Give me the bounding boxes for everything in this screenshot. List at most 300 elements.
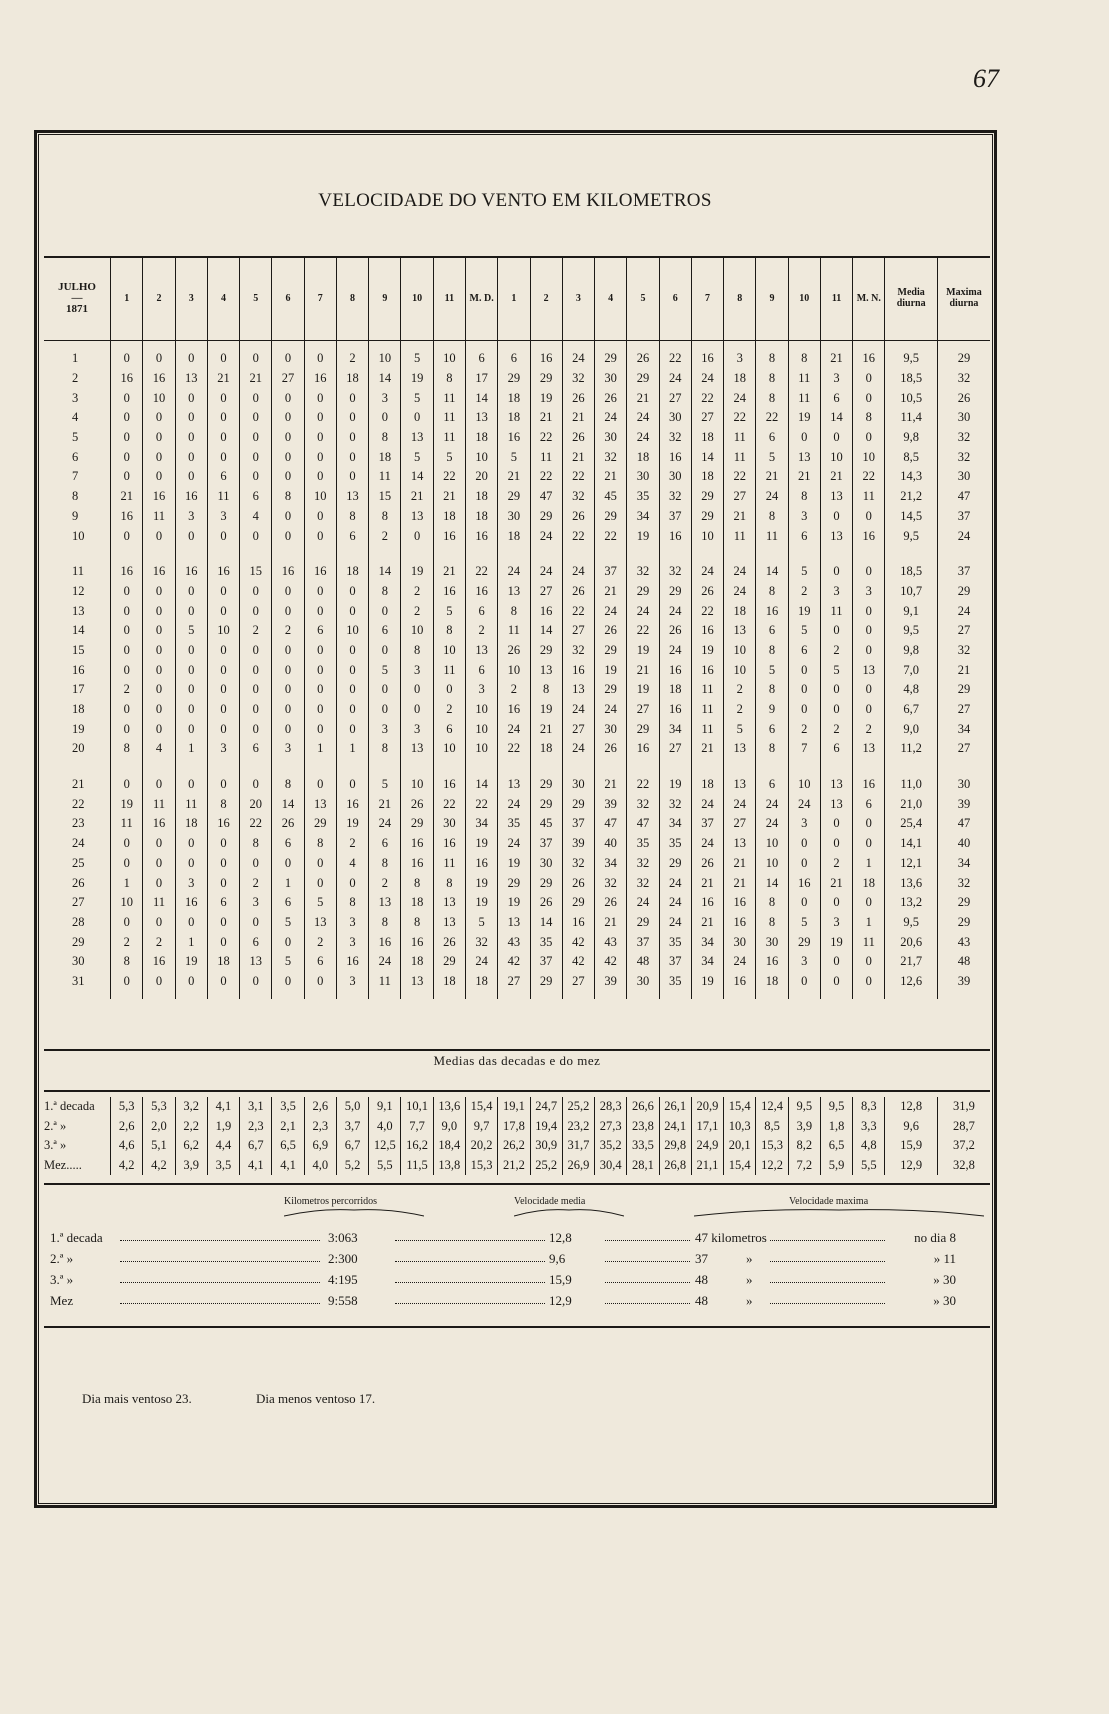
table-cell: 21 (111, 487, 143, 507)
decada-label: 3.ª » (44, 1138, 67, 1153)
table-cell: 24 (659, 893, 691, 913)
table-cell: 0 (401, 680, 433, 700)
table-cell: 0 (304, 526, 336, 546)
table-cell: 4 (336, 854, 368, 874)
table-cell: 21 (595, 775, 627, 795)
decada-cell: 12,9 (885, 1156, 937, 1176)
table-cell: 21 (433, 487, 465, 507)
table-cell: 5 (820, 660, 852, 680)
table-cell: 8 (111, 952, 143, 972)
table-cell: 1 (272, 873, 304, 893)
column-header: M. D. (465, 256, 497, 341)
table-cell: 8 (756, 349, 788, 369)
table-cell: 21 (595, 582, 627, 602)
table-cell: 24 (724, 582, 756, 602)
table-cell: 21 (627, 388, 659, 408)
table-cell: 35 (659, 972, 691, 992)
table-cell: 24 (595, 601, 627, 621)
table-cell: 24 (562, 562, 594, 582)
table-cell: 32 (659, 487, 691, 507)
table-cell: 0 (304, 582, 336, 602)
table-cell: 20,6 (885, 932, 937, 952)
table-cell: 0 (240, 349, 272, 369)
table-cell: 2 (369, 526, 401, 546)
table-cell: 21 (691, 873, 723, 893)
table-cell: 45 (530, 814, 562, 834)
table-cell: 27 (627, 700, 659, 720)
table-cell: 0 (143, 719, 175, 739)
table-cell: 0 (207, 388, 239, 408)
column-header: 2 (530, 256, 562, 341)
table-cell: 11 (724, 526, 756, 546)
table-cell: 22 (627, 621, 659, 641)
table-cell: 37 (659, 952, 691, 972)
table-cell: 16 (465, 582, 497, 602)
table-cell: 0 (143, 408, 175, 428)
table-cell: 0 (175, 719, 207, 739)
table-cell: 27 (272, 369, 304, 389)
table-cell: 19 (175, 952, 207, 972)
column-header: 10 (788, 256, 820, 341)
table-cell: 11 (530, 447, 562, 467)
table-cell: 34 (691, 952, 723, 972)
table-cell: 8 (272, 487, 304, 507)
table-row (44, 388, 990, 408)
table-cell: 11 (143, 893, 175, 913)
table-cell: 32 (627, 854, 659, 874)
decada-cell: 23,2 (562, 1117, 594, 1137)
table-cell: 14 (530, 621, 562, 641)
table-cell: 29 (659, 582, 691, 602)
day-label: 5 (72, 430, 79, 445)
table-cell: 0 (788, 893, 820, 913)
table-cell: 30 (937, 408, 990, 428)
column-header: 11 (820, 256, 852, 341)
table-cell: 0 (207, 972, 239, 992)
table-cell: 0 (111, 582, 143, 602)
table-cell: 11 (756, 526, 788, 546)
table-cell: 8 (756, 641, 788, 661)
table-cell: 0 (369, 601, 401, 621)
table-cell: 0 (272, 526, 304, 546)
table-cell: 18,5 (885, 369, 937, 389)
table-cell: 27 (498, 972, 530, 992)
table-cell: 11 (724, 428, 756, 448)
table-cell: 6 (756, 428, 788, 448)
table-cell: 29 (530, 972, 562, 992)
table-cell: 40 (595, 834, 627, 854)
table-cell: 16 (401, 834, 433, 854)
table-cell: 0 (272, 467, 304, 487)
table-cell: 0 (336, 467, 368, 487)
table-cell: 0 (207, 526, 239, 546)
table-cell: 16 (659, 447, 691, 467)
summary-max: 48 (695, 1272, 708, 1287)
decada-cell: 31,7 (562, 1136, 594, 1156)
decada-cell: 24,7 (530, 1097, 562, 1117)
table-cell: 10 (465, 719, 497, 739)
year-label: 1871 (66, 303, 89, 315)
table-cell: 24 (937, 526, 990, 546)
table-cell: 37 (937, 562, 990, 582)
table-cell: 5 (369, 660, 401, 680)
table-cell: 21 (530, 408, 562, 428)
table-cell: 32 (659, 428, 691, 448)
table-cell: 24 (627, 408, 659, 428)
table-cell: 27 (724, 487, 756, 507)
table-cell: 9,5 (885, 913, 937, 933)
table-cell: 10 (111, 893, 143, 913)
table-cell: 10 (207, 621, 239, 641)
table-cell: 16 (788, 873, 820, 893)
table-cell: 0 (820, 621, 852, 641)
dot-leader (605, 1230, 690, 1241)
table-cell: 30 (659, 467, 691, 487)
table-cell: 24 (627, 893, 659, 913)
table-cell: 5 (433, 601, 465, 621)
table-cell: 29 (595, 507, 627, 527)
table-cell: 0 (853, 621, 885, 641)
decada-cell: 12,2 (756, 1156, 788, 1176)
decada-cell: 4,1 (240, 1156, 272, 1176)
table-cell: 0 (853, 680, 885, 700)
table-cell: 37 (937, 507, 990, 527)
table-cell: 6 (369, 834, 401, 854)
table-cell: 24 (465, 952, 497, 972)
table-cell: 0 (272, 719, 304, 739)
table-cell: 16 (691, 349, 723, 369)
table-cell: 21 (207, 369, 239, 389)
summary-max-mark: » (746, 1251, 753, 1266)
table-cell: 21 (595, 467, 627, 487)
table-cell: 32 (659, 794, 691, 814)
table-cell: 29 (530, 794, 562, 814)
decada-cell: 23,8 (627, 1117, 659, 1137)
table-cell: 0 (853, 641, 885, 661)
table-cell: 15 (240, 562, 272, 582)
table-cell: 0 (240, 582, 272, 602)
table-cell: 2 (304, 932, 336, 952)
table-cell: 0 (240, 972, 272, 992)
media-brace (514, 1208, 624, 1218)
table-cell: 32 (562, 487, 594, 507)
table-cell: 19 (336, 814, 368, 834)
table-cell: 11 (853, 487, 885, 507)
table-cell: 0 (240, 680, 272, 700)
table-cell: 8 (369, 582, 401, 602)
table-cell: 6 (465, 660, 497, 680)
table-cell: 29 (627, 719, 659, 739)
table-cell: 0 (240, 913, 272, 933)
table-row (44, 428, 990, 448)
table-cell: 16 (530, 349, 562, 369)
table-cell: 14 (691, 447, 723, 467)
table-cell: 14 (756, 873, 788, 893)
decada-cell: 25,2 (530, 1156, 562, 1176)
table-cell: 0 (143, 428, 175, 448)
table-cell: 22 (562, 526, 594, 546)
decada-cell: 4,0 (304, 1156, 336, 1176)
table-cell: 16 (207, 814, 239, 834)
table-cell: 10,5 (885, 388, 937, 408)
decada-cell: 35,2 (595, 1136, 627, 1156)
decada-cell: 28,3 (595, 1097, 627, 1117)
table-cell: 16 (853, 526, 885, 546)
table-cell: 3 (401, 660, 433, 680)
table-cell: 0 (111, 775, 143, 795)
table-cell: 18 (369, 447, 401, 467)
table-cell: 16 (562, 913, 594, 933)
table-cell: 0 (336, 408, 368, 428)
table-cell: 43 (937, 932, 990, 952)
table-cell: 34 (627, 507, 659, 527)
table-cell: 0 (272, 972, 304, 992)
day-label: 6 (72, 449, 79, 464)
table-row (44, 794, 990, 814)
table-cell: 3 (401, 719, 433, 739)
table-cell: 0 (143, 467, 175, 487)
column-header: 6 (272, 256, 304, 341)
table-row (44, 582, 990, 602)
table-cell: 16 (724, 913, 756, 933)
decada-cell: 12,4 (756, 1097, 788, 1117)
table-cell: 26 (562, 582, 594, 602)
table-cell: 11 (433, 428, 465, 448)
table-cell: 3 (272, 739, 304, 759)
decada-cell: 8,3 (853, 1097, 885, 1117)
dot-leader (770, 1272, 885, 1283)
table-cell: 10 (788, 775, 820, 795)
table-cell: 0 (336, 428, 368, 448)
table-cell: 16 (401, 854, 433, 874)
table-cell: 12,6 (885, 972, 937, 992)
table-cell: 3 (369, 719, 401, 739)
table-cell: 14 (756, 562, 788, 582)
table-cell: 0 (336, 582, 368, 602)
table-cell: 21 (756, 467, 788, 487)
table-cell: 11 (369, 972, 401, 992)
table-cell: 16 (433, 775, 465, 795)
table-cell: 8 (401, 913, 433, 933)
table-cell: 14 (530, 913, 562, 933)
decada-cell: 18,4 (433, 1136, 465, 1156)
day-label: 19 (72, 721, 85, 736)
table-cell: 24 (627, 601, 659, 621)
table-cell: 7 (788, 739, 820, 759)
decada-cell: 16,2 (401, 1136, 433, 1156)
summary-row (50, 1272, 956, 1293)
table-cell: 42 (562, 952, 594, 972)
summary-dia: » 11 (933, 1251, 956, 1266)
table-cell: 3 (369, 388, 401, 408)
table-cell: 0 (240, 719, 272, 739)
table-cell: 24 (498, 562, 530, 582)
column-header: 4 (207, 256, 239, 341)
table-row (44, 893, 990, 913)
table-cell: 8 (756, 893, 788, 913)
table-cell: 24 (659, 641, 691, 661)
day-label: 31 (72, 973, 85, 988)
decada-cell: 5,5 (369, 1156, 401, 1176)
table-cell: 14 (369, 369, 401, 389)
table-cell: 16 (175, 562, 207, 582)
day-label: 15 (72, 642, 85, 657)
table-cell: 18 (465, 972, 497, 992)
table-cell: 2 (724, 680, 756, 700)
table-cell: 22 (724, 467, 756, 487)
table-cell: 26 (562, 428, 594, 448)
decada-cell: 4,4 (207, 1136, 239, 1156)
table-cell: 0 (111, 601, 143, 621)
day-label: 30 (72, 954, 85, 969)
table-cell: 10 (465, 739, 497, 759)
table-cell: 27 (724, 814, 756, 834)
table-cell: 6 (820, 388, 852, 408)
table-cell: 29 (498, 873, 530, 893)
decada-cell: 30,4 (595, 1156, 627, 1176)
table-cell: 21 (562, 408, 594, 428)
table-cell: 13 (433, 893, 465, 913)
table-cell: 21 (240, 369, 272, 389)
table-cell: 19 (530, 388, 562, 408)
table-cell: 2 (820, 641, 852, 661)
table-cell: 26 (595, 739, 627, 759)
table-cell: 0 (240, 388, 272, 408)
table-cell: 6 (304, 621, 336, 641)
table-cell: 19 (465, 873, 497, 893)
table-cell: 3 (820, 369, 852, 389)
table-cell: 16 (111, 507, 143, 527)
column-header: 11 (433, 256, 465, 341)
table-cell: 13 (498, 582, 530, 602)
table-cell: 0 (207, 700, 239, 720)
table-cell: 10 (369, 349, 401, 369)
decada-cell: 27,3 (595, 1117, 627, 1137)
decada-cell: 12,5 (369, 1136, 401, 1156)
table-cell: 0 (272, 932, 304, 952)
table-cell: 18 (401, 893, 433, 913)
table-cell: 21 (595, 913, 627, 933)
table-cell: 16 (111, 369, 143, 389)
table-cell: 24 (788, 794, 820, 814)
table-cell: 6 (240, 932, 272, 952)
table-cell: 13 (240, 952, 272, 972)
summary-max: 48 (695, 1293, 708, 1308)
table-cell: 8 (369, 507, 401, 527)
table-cell: 0 (111, 834, 143, 854)
table-cell: 5 (401, 447, 433, 467)
table-cell: 2 (820, 719, 852, 739)
table-cell: 21 (627, 660, 659, 680)
table-cell: 24 (659, 873, 691, 893)
table-cell: 29 (937, 680, 990, 700)
table-cell: 0 (401, 408, 433, 428)
table-cell: 0 (336, 660, 368, 680)
table-cell: 24 (659, 913, 691, 933)
table-cell: 9,5 (885, 349, 937, 369)
table-cell: 21 (498, 467, 530, 487)
page-title: VELOCIDADE DO VENTO EM KILOMETROS (318, 190, 712, 211)
table-cell: 11 (111, 814, 143, 834)
summary-media: 15,9 (549, 1272, 572, 1287)
table-cell: 40 (937, 834, 990, 854)
table-cell: 13 (820, 794, 852, 814)
table-cell: 16 (304, 562, 336, 582)
table-cell: 19 (627, 641, 659, 661)
table-cell: 3 (175, 507, 207, 527)
decada-cell: 6,9 (304, 1136, 336, 1156)
table-cell: 8 (433, 369, 465, 389)
decada-cell: 3,1 (240, 1097, 272, 1117)
table-cell: 26 (562, 507, 594, 527)
table-cell: 0 (304, 873, 336, 893)
table-cell: 0 (336, 719, 368, 739)
table-cell: 5 (369, 775, 401, 795)
table-row (44, 972, 990, 992)
table-cell: 21 (724, 507, 756, 527)
column-header: 5 (627, 256, 659, 341)
table-cell: 29 (788, 932, 820, 952)
table-cell: 0 (207, 582, 239, 602)
table-cell: 2 (788, 582, 820, 602)
table-cell: 16 (369, 932, 401, 952)
day-label: 2 (72, 371, 79, 386)
table-cell: 16 (143, 952, 175, 972)
table-cell: 0 (820, 814, 852, 834)
table-cell: 11 (788, 388, 820, 408)
table-cell: 29 (304, 814, 336, 834)
month-header (44, 256, 111, 341)
table-cell: 16 (659, 526, 691, 546)
table-cell: 13 (336, 487, 368, 507)
table-cell: 27 (562, 621, 594, 641)
table-cell: 22 (433, 794, 465, 814)
decada-cell: 3,5 (272, 1097, 304, 1117)
table-cell: 0 (143, 700, 175, 720)
table-cell: 22 (659, 349, 691, 369)
decada-cell: 26,6 (627, 1097, 659, 1117)
table-cell: 0 (111, 913, 143, 933)
table-cell: 0 (175, 854, 207, 874)
decada-cell: 19,4 (530, 1117, 562, 1137)
table-cell: 22 (691, 601, 723, 621)
dot-leader (395, 1251, 545, 1262)
decada-cell: 2,0 (143, 1117, 175, 1137)
table-cell: 0 (111, 349, 143, 369)
table-cell: 0 (272, 349, 304, 369)
table-cell: 0 (240, 700, 272, 720)
day-label: 4 (72, 410, 79, 425)
dot-leader (120, 1251, 320, 1262)
decada-cell: 10,1 (401, 1097, 433, 1117)
table-cell: 6 (498, 349, 530, 369)
table-cell: 18 (724, 369, 756, 389)
table-cell: 0 (175, 680, 207, 700)
table-cell: 6 (788, 526, 820, 546)
table-row (44, 952, 990, 972)
table-cell: 18 (433, 972, 465, 992)
table-cell: 39 (937, 972, 990, 992)
table-cell: 0 (304, 408, 336, 428)
table-cell: 30 (498, 507, 530, 527)
table-cell: 13 (820, 526, 852, 546)
table-cell: 0 (207, 932, 239, 952)
table-cell: 16 (530, 601, 562, 621)
table-cell: 0 (820, 700, 852, 720)
table-cell: 26 (272, 814, 304, 834)
table-cell: 0 (143, 854, 175, 874)
table-cell: 0 (369, 680, 401, 700)
